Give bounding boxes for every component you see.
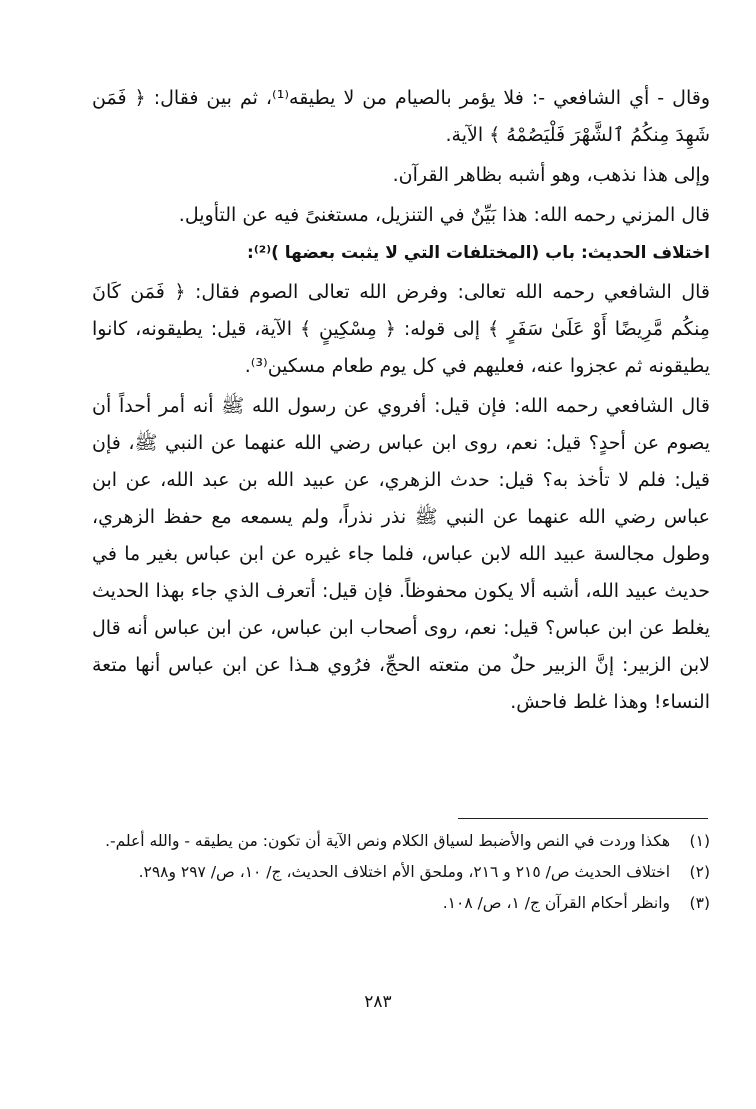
footnote-number: (٣) <box>689 894 710 912</box>
footnote-3 <box>92 888 710 919</box>
footnote-2 <box>92 857 710 888</box>
paragraph-3: قال المزني رحمه الله: هذا بَيِّنٌ في التنزيل، مستغنىً فيه عن التأويل. <box>178 204 710 226</box>
footnote-number: (١) <box>689 832 710 850</box>
footnote-1 <box>92 826 710 857</box>
footnote-divider <box>458 818 708 819</box>
footnote-text: وانظر أحكام القرآن ج/ ١، ص/ ١٠٨. <box>442 894 670 912</box>
paragraph-4: قال الشافعي رحمه الله تعالى: وفرض الله تعالى الصوم فقال: ﴿ فَمَن كَانَ مِنكُم مَّرِيضًا أَوْ عَلَىٰ سَفَرٍ ﴾ إلى قوله: ﴿ مِسْكِينٍ ﴾ الآية، قيل: يطيقونه، كانوا يطيقونه ثم عجزوا عنه، فعليهم في كل يوم طعام مسكين⁽³⁾. <box>92 281 710 377</box>
main-text <box>92 80 710 721</box>
footnote-text: هكذا وردت في النص والأضبط لسياق الكلام ونص الآية أن تكون: من يطيقه - والله أعلم-. <box>105 832 670 850</box>
footnotes <box>92 826 710 919</box>
footnote-number: (٢) <box>689 863 710 881</box>
section-heading: اختلاف الحديث: باب (المختلفات التي لا يثبت بعضها )⁽²⁾: <box>247 243 710 263</box>
paragraph-5: قال الشافعي رحمه الله: فإن قيل: أفروي عن رسول الله ﷺ أنه أمر أحداً أن يصوم عن أحدٍ؟ قيل: نعم، روى ابن عباس رضي الله عنهما عن النبي ﷺ، فإن قيل: فلم لا تأخذ به؟ قيل: حدث الزهري، عن عبيد الله بن عبد الله، عن ابن عباس رضي الله عنهما عن النبي ﷺ نذر نذراً، ولم يسمعه مع حفظ الزهري، وطول مجالسة عبيد الله لابن عباس، فلما جاء غيره عن ابن عباس بغير ما في حديث عبيد الله، أشبه ألا يكون محفوظاً. فإن قيل: أتعرف الذي جاء بهذا الحديث يغلط عن ابن عباس؟ قيل: نعم، روى أصحاب ابن عباس، عن ابن عباس أنه قال لابن الزبير: إنَّ الزبير حلٌ من متعته الحجِّ، فرُوي هـذا عن ابن عباس أنها متعة النساء! وهذا غلط فاحش. <box>92 395 710 713</box>
footnote-text: اختلاف الحديث ص/ ٢١٥ و ٢١٦، وملحق الأم اختلاف الحديث، ج/ ١٠، ص/ ٢٩٧ و٢٩٨. <box>138 863 670 881</box>
paragraph-1: وقال - أي الشافعي -: فلا يؤمر بالصيام من لا يطيقه⁽¹⁾، ثم بين فقال: ﴿ فَمَن شَهِدَ مِنكُمُ ٱلشَّهْرَ فَلْيَصُمْهُ ﴾ الآية. <box>92 87 710 146</box>
paragraph-2: وإلى هذا نذهب، وهو أشبه بظاهر القرآن. <box>392 164 710 186</box>
page-number: ٢٨٣ <box>364 992 392 1012</box>
